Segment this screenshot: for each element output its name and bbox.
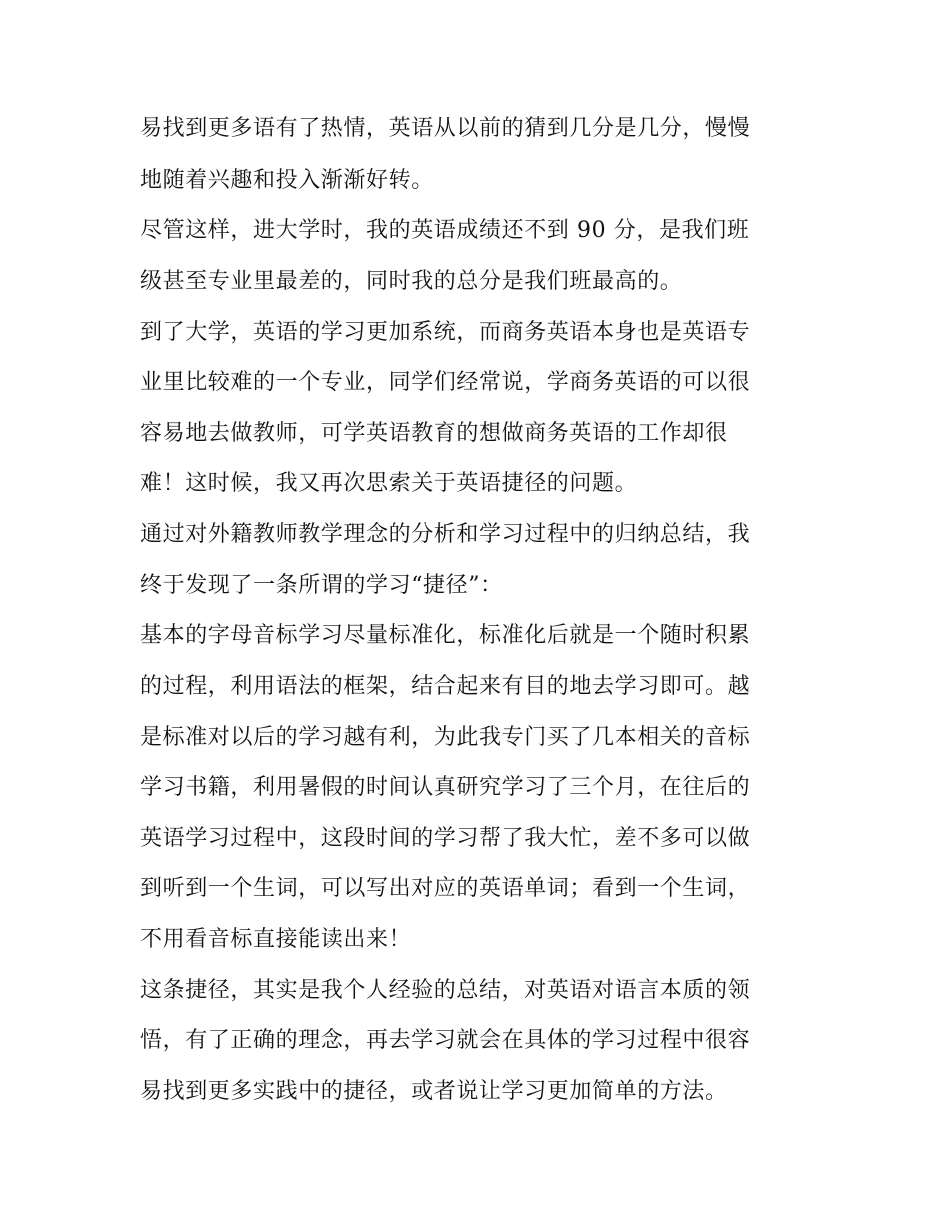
text-line: 易找到更多语有了热情，英语从以前的猜到几分是几分，慢慢 (140, 116, 751, 141)
text-line: 这条捷径，其实是我个人经验的总结，对英语对语言本质的领 (140, 978, 751, 1003)
text-line: 到听到一个生词，可以写出对应的英语单词；看到一个生词， (140, 876, 751, 901)
text-line: 通过对外籍教师教学理念的分析和学习过程中的归纳总结，我 (140, 522, 751, 547)
text-line: 英语学习过程中，这段时间的学习帮了我大忙，差不多可以做 (140, 826, 751, 851)
text-line: 是标准对以后的学习越有利，为此我专门买了几本相关的音标 (140, 725, 751, 750)
text-line: 地随着兴趣和投入渐渐好转。 (140, 168, 434, 193)
text-line: 到了大学，英语的学习更加系统，而商务英语本身也是英语专 (140, 320, 751, 345)
text-line: 容易地去做教师，可学英语教育的想做商务英语的工作却很 (140, 421, 728, 446)
text-line: 不用看音标直接能读出来！ (140, 927, 412, 952)
text-line: 学习书籍，利用暑假的时间认真研究学习了三个月，在往后的 (140, 775, 751, 800)
text-line: 业里比较难的一个专业，同学们经常说，学商务英语的可以很 (140, 370, 751, 395)
text-line: 终于发现了一条所谓的学习“捷径”： (140, 573, 503, 598)
text-line: 尽管这样，进大学时，我的英语成绩还不到 90 分，是我们班 (140, 218, 750, 243)
text-line: 易找到更多实践中的捷径，或者说让学习更加简单的方法。 (140, 1079, 728, 1104)
text-line: 基本的字母音标学习尽量标准化，标准化后就是一个随时积累 (140, 623, 751, 648)
text-line: 级甚至专业里最差的，同时我的总分是我们班最高的。 (140, 269, 683, 294)
text-line: 的过程，利用语法的框架，结合起来有目的地去学习即可。越 (140, 674, 751, 699)
text-line: 难！这时候，我又再次思索关于英语捷径的问题。 (140, 471, 638, 496)
text-line: 悟，有了正确的理念，再去学习就会在具体的学习过程中很容 (140, 1028, 751, 1053)
